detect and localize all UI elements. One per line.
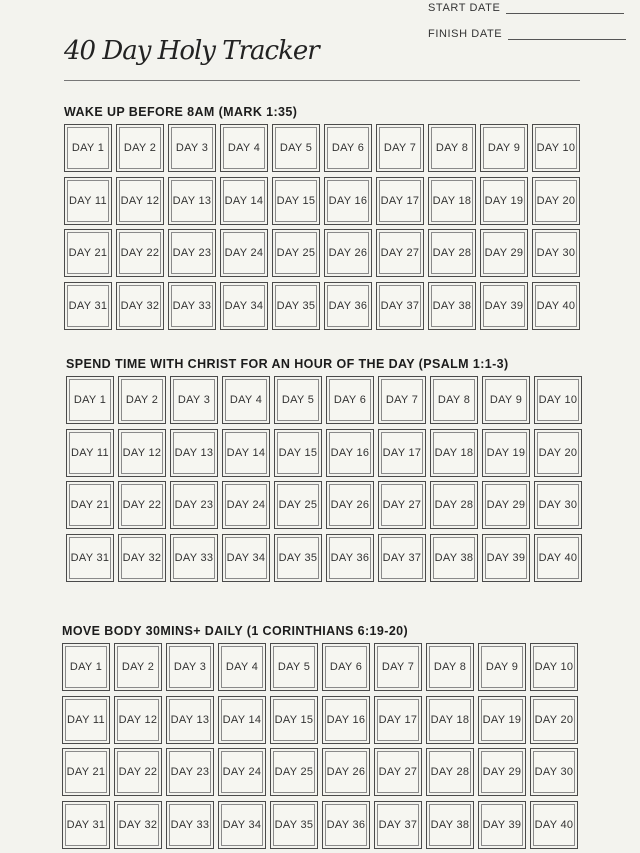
day-checkbox[interactable]: DAY 12 bbox=[116, 177, 164, 225]
day-checkbox[interactable]: DAY 27 bbox=[378, 481, 426, 529]
day-checkbox[interactable]: DAY 31 bbox=[64, 282, 112, 330]
day-checkbox[interactable]: DAY 9 bbox=[482, 376, 530, 424]
day-checkbox[interactable]: DAY 18 bbox=[430, 429, 478, 477]
day-checkbox[interactable]: DAY 21 bbox=[64, 229, 112, 277]
day-checkbox[interactable]: DAY 1 bbox=[62, 643, 110, 691]
day-checkbox[interactable]: DAY 7 bbox=[374, 643, 422, 691]
day-checkbox[interactable]: DAY 38 bbox=[428, 282, 476, 330]
finish-date-line[interactable] bbox=[508, 29, 626, 40]
day-checkbox[interactable]: DAY 15 bbox=[272, 177, 320, 225]
day-checkbox[interactable]: DAY 28 bbox=[428, 229, 476, 277]
day-checkbox[interactable]: DAY 34 bbox=[220, 282, 268, 330]
day-checkbox[interactable]: DAY 17 bbox=[378, 429, 426, 477]
day-checkbox[interactable]: DAY 31 bbox=[62, 801, 110, 849]
day-checkbox[interactable]: DAY 5 bbox=[270, 643, 318, 691]
day-checkbox[interactable]: DAY 36 bbox=[324, 282, 372, 330]
day-checkbox[interactable]: DAY 6 bbox=[322, 643, 370, 691]
day-checkbox[interactable]: DAY 20 bbox=[530, 696, 578, 744]
day-checkbox[interactable]: DAY 9 bbox=[478, 643, 526, 691]
day-checkbox[interactable]: DAY 26 bbox=[322, 748, 370, 796]
tracker-grid-move-body bbox=[62, 643, 578, 849]
day-checkbox[interactable]: DAY 13 bbox=[170, 429, 218, 477]
day-checkbox[interactable]: DAY 19 bbox=[478, 696, 526, 744]
day-checkbox[interactable]: DAY 32 bbox=[116, 282, 164, 330]
day-checkbox[interactable]: DAY 38 bbox=[430, 534, 478, 582]
day-checkbox[interactable]: DAY 5 bbox=[272, 124, 320, 172]
day-checkbox[interactable]: DAY 29 bbox=[482, 481, 530, 529]
day-checkbox[interactable]: DAY 6 bbox=[324, 124, 372, 172]
tracker-grid-wake-up bbox=[64, 124, 580, 330]
day-checkbox[interactable]: DAY 11 bbox=[62, 696, 110, 744]
start-date-label: START DATE bbox=[428, 2, 501, 14]
title-divider bbox=[64, 80, 580, 81]
day-checkbox[interactable]: DAY 4 bbox=[222, 376, 270, 424]
day-checkbox[interactable]: DAY 21 bbox=[62, 748, 110, 796]
day-checkbox[interactable]: DAY 40 bbox=[532, 282, 580, 330]
day-checkbox[interactable]: DAY 33 bbox=[170, 534, 218, 582]
day-checkbox[interactable]: DAY 2 bbox=[114, 643, 162, 691]
day-checkbox[interactable]: DAY 22 bbox=[118, 481, 166, 529]
tracker-grid-time-with-christ bbox=[66, 376, 582, 582]
day-checkbox[interactable]: DAY 17 bbox=[374, 696, 422, 744]
day-checkbox[interactable]: DAY 16 bbox=[322, 696, 370, 744]
day-checkbox[interactable]: DAY 28 bbox=[426, 748, 474, 796]
day-checkbox[interactable]: DAY 35 bbox=[274, 534, 322, 582]
day-checkbox[interactable]: DAY 31 bbox=[66, 534, 114, 582]
day-checkbox[interactable]: DAY 15 bbox=[270, 696, 318, 744]
day-checkbox[interactable]: DAY 24 bbox=[218, 748, 266, 796]
start-date-line[interactable] bbox=[506, 3, 624, 14]
day-checkbox[interactable]: DAY 22 bbox=[114, 748, 162, 796]
day-checkbox[interactable]: DAY 25 bbox=[270, 748, 318, 796]
section-heading-wake-up: WAKE UP BEFORE 8AM (MARK 1:35) bbox=[64, 105, 298, 119]
day-checkbox[interactable]: DAY 27 bbox=[376, 229, 424, 277]
day-checkbox[interactable]: DAY 12 bbox=[118, 429, 166, 477]
day-checkbox[interactable]: DAY 18 bbox=[428, 177, 476, 225]
start-date-field[interactable] bbox=[428, 2, 624, 14]
day-checkbox[interactable]: DAY 1 bbox=[64, 124, 112, 172]
day-checkbox[interactable]: DAY 38 bbox=[426, 801, 474, 849]
day-checkbox[interactable]: DAY 30 bbox=[534, 481, 582, 529]
day-checkbox[interactable]: DAY 8 bbox=[428, 124, 476, 172]
day-checkbox[interactable]: DAY 39 bbox=[482, 534, 530, 582]
day-checkbox[interactable]: DAY 33 bbox=[168, 282, 216, 330]
day-checkbox[interactable]: DAY 19 bbox=[480, 177, 528, 225]
day-checkbox[interactable]: DAY 35 bbox=[272, 282, 320, 330]
day-checkbox[interactable]: DAY 19 bbox=[482, 429, 530, 477]
day-checkbox[interactable]: DAY 40 bbox=[534, 534, 582, 582]
day-checkbox[interactable]: DAY 25 bbox=[272, 229, 320, 277]
day-checkbox[interactable]: DAY 2 bbox=[116, 124, 164, 172]
day-checkbox[interactable]: DAY 34 bbox=[222, 534, 270, 582]
day-checkbox[interactable]: DAY 23 bbox=[170, 481, 218, 529]
day-checkbox[interactable]: DAY 7 bbox=[376, 124, 424, 172]
day-checkbox[interactable]: DAY 23 bbox=[166, 748, 214, 796]
day-checkbox[interactable]: DAY 2 bbox=[118, 376, 166, 424]
day-checkbox[interactable]: DAY 30 bbox=[530, 748, 578, 796]
day-checkbox[interactable]: DAY 37 bbox=[376, 282, 424, 330]
day-checkbox[interactable]: DAY 17 bbox=[376, 177, 424, 225]
finish-date-label: FINISH DATE bbox=[428, 28, 503, 40]
section-heading-time-with-christ: SPEND TIME WITH CHRIST FOR AN HOUR OF THE DAY (PSALM 1:1-3) bbox=[66, 357, 509, 371]
day-checkbox[interactable]: DAY 37 bbox=[374, 801, 422, 849]
day-checkbox[interactable]: DAY 10 bbox=[530, 643, 578, 691]
day-checkbox[interactable]: DAY 30 bbox=[532, 229, 580, 277]
day-checkbox[interactable]: DAY 36 bbox=[322, 801, 370, 849]
day-checkbox[interactable]: DAY 34 bbox=[218, 801, 266, 849]
day-checkbox[interactable]: DAY 3 bbox=[166, 643, 214, 691]
day-checkbox[interactable]: DAY 20 bbox=[534, 429, 582, 477]
day-checkbox[interactable]: DAY 16 bbox=[326, 429, 374, 477]
day-checkbox[interactable]: DAY 25 bbox=[274, 481, 322, 529]
day-checkbox[interactable]: DAY 8 bbox=[426, 643, 474, 691]
day-checkbox[interactable]: DAY 32 bbox=[118, 534, 166, 582]
day-checkbox[interactable]: DAY 11 bbox=[64, 177, 112, 225]
day-checkbox[interactable]: DAY 27 bbox=[374, 748, 422, 796]
day-checkbox[interactable]: DAY 28 bbox=[430, 481, 478, 529]
day-checkbox[interactable]: DAY 8 bbox=[430, 376, 478, 424]
day-checkbox[interactable]: DAY 18 bbox=[426, 696, 474, 744]
day-checkbox[interactable]: DAY 14 bbox=[222, 429, 270, 477]
finish-date-field[interactable] bbox=[428, 28, 626, 40]
day-checkbox[interactable]: DAY 39 bbox=[480, 282, 528, 330]
day-checkbox[interactable]: DAY 26 bbox=[324, 229, 372, 277]
day-checkbox[interactable]: DAY 37 bbox=[378, 534, 426, 582]
day-checkbox[interactable]: DAY 4 bbox=[218, 643, 266, 691]
day-checkbox[interactable]: DAY 32 bbox=[114, 801, 162, 849]
day-checkbox[interactable]: DAY 16 bbox=[324, 177, 372, 225]
day-checkbox[interactable]: DAY 22 bbox=[116, 229, 164, 277]
day-checkbox[interactable]: DAY 26 bbox=[326, 481, 374, 529]
day-checkbox[interactable]: DAY 10 bbox=[532, 124, 580, 172]
day-checkbox[interactable]: DAY 35 bbox=[270, 801, 318, 849]
day-checkbox[interactable]: DAY 21 bbox=[66, 481, 114, 529]
day-checkbox[interactable]: DAY 13 bbox=[168, 177, 216, 225]
day-checkbox[interactable]: DAY 7 bbox=[378, 376, 426, 424]
day-checkbox[interactable]: DAY 3 bbox=[168, 124, 216, 172]
day-checkbox[interactable]: DAY 5 bbox=[274, 376, 322, 424]
day-checkbox[interactable]: DAY 10 bbox=[534, 376, 582, 424]
day-checkbox[interactable]: DAY 24 bbox=[220, 229, 268, 277]
day-checkbox[interactable]: DAY 39 bbox=[478, 801, 526, 849]
day-checkbox[interactable]: DAY 9 bbox=[480, 124, 528, 172]
day-checkbox[interactable]: DAY 4 bbox=[220, 124, 268, 172]
day-checkbox[interactable]: DAY 1 bbox=[66, 376, 114, 424]
day-checkbox[interactable]: DAY 40 bbox=[530, 801, 578, 849]
day-checkbox[interactable]: DAY 13 bbox=[166, 696, 214, 744]
day-checkbox[interactable]: DAY 33 bbox=[166, 801, 214, 849]
day-checkbox[interactable]: DAY 12 bbox=[114, 696, 162, 744]
day-checkbox[interactable]: DAY 3 bbox=[170, 376, 218, 424]
day-checkbox[interactable]: DAY 14 bbox=[220, 177, 268, 225]
day-checkbox[interactable]: DAY 6 bbox=[326, 376, 374, 424]
day-checkbox[interactable]: DAY 29 bbox=[478, 748, 526, 796]
day-checkbox[interactable]: DAY 11 bbox=[66, 429, 114, 477]
page-title: 40 Day Holy Tracker bbox=[64, 36, 319, 66]
day-checkbox[interactable]: DAY 20 bbox=[532, 177, 580, 225]
section-heading-move-body: MOVE BODY 30MINS+ DAILY (1 CORINTHIANS 6:19-20) bbox=[62, 624, 409, 638]
day-checkbox[interactable]: DAY 15 bbox=[274, 429, 322, 477]
day-checkbox[interactable]: DAY 36 bbox=[326, 534, 374, 582]
day-checkbox[interactable]: DAY 23 bbox=[168, 229, 216, 277]
day-checkbox[interactable]: DAY 14 bbox=[218, 696, 266, 744]
day-checkbox[interactable]: DAY 29 bbox=[480, 229, 528, 277]
day-checkbox[interactable]: DAY 24 bbox=[222, 481, 270, 529]
